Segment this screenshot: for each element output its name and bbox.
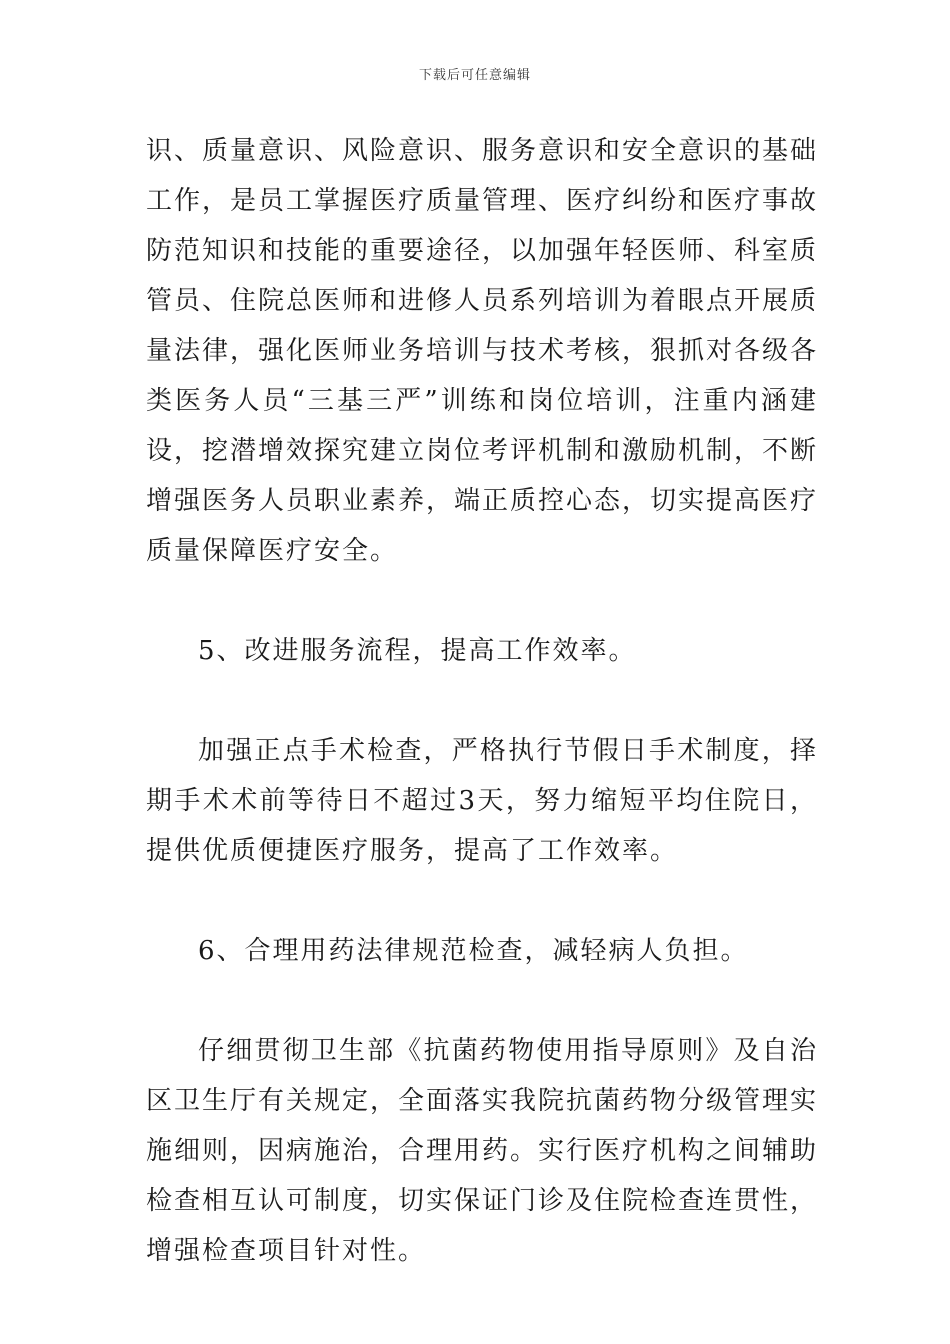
- paragraph-gap: [146, 876, 818, 926]
- paragraph-surgery: 加强正点手术检查，严格执行节假日手术制度，择期手术术前等待日不超过3天，努力缩短平均住院日，提供优质便捷医疗服务，提高了工作效率。: [146, 736, 818, 866]
- section-heading-6: 6、合理用药法律规范检查，减轻病人负担。: [198, 936, 749, 966]
- paragraph-gap: [146, 676, 818, 726]
- document-body: [146, 126, 818, 1276]
- paragraph-medication: 仔细贯彻卫生部《抗菌药物使用指导原则》及自治区卫生厅有关规定，全面落实我院抗菌药物分级管理实施细则，因病施治，合理用药。实行医疗机构之间辅助检查相互认可制度，切实保证门诊及住院检查连贯性，增强检查项目针对性。: [146, 1036, 819, 1266]
- section-heading-5: 5、改进服务流程，提高工作效率。: [198, 636, 637, 666]
- paragraph-continuation: 识、质量意识、风险意识、服务意识和安全意识的基础工作，是员工掌握医疗质量管理、医疗纠纷和医疗事故防范知识和技能的重要途径，以加强年轻医师、科室质管员、住院总医师和进修人员系列培训为着眼点开展质量法律，强化医师业务培训与技术考核，狠抓对各级各类医务人员“三基三严”训练和岗位培训，注重内涵建设，挖潜增效探究建立岗位考评机制和激励机制，不断增强医务人员职业素养，端正质控心态，切实提高医疗质量保障医疗安全。: [146, 136, 819, 566]
- paragraph-gap: [146, 976, 818, 1026]
- paragraph-gap: [146, 576, 818, 626]
- page-header: 下载后可任意编辑: [418, 68, 531, 83]
